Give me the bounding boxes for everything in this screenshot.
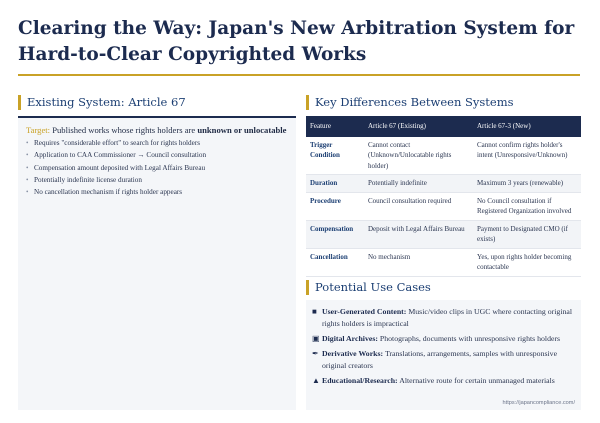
pen-icon: ✒ (312, 349, 319, 358)
column-header: Article 67 (Existing) (364, 116, 473, 137)
source-url: https://japancompliance.com/ (502, 400, 575, 406)
new-cell: Payment to Designated CMO (if exists) (473, 220, 581, 248)
use-case-label: User-Generated Content: (322, 307, 407, 316)
use-case-label: Derivative Works: (322, 349, 384, 358)
existing-system-card (18, 118, 296, 410)
graduation-cap-icon: ▲ (312, 376, 320, 385)
existing-system-heading: Existing System: Article 67 (18, 95, 296, 110)
use-cases-heading: Potential Use Cases (306, 280, 581, 295)
list-item: • Application to CAA Commissioner → Council consultation (26, 149, 288, 161)
table-row (306, 192, 581, 220)
list-item: • No cancellation mechanism if rights holder appears (26, 186, 288, 198)
table-row (306, 248, 581, 276)
existing-cell: Deposit with Legal Affairs Bureau (364, 220, 473, 248)
key-differences-table (306, 116, 581, 277)
feature-cell: Compensation (306, 220, 364, 248)
list-item: • Requires "considerable effort" to search for rights holders (26, 137, 288, 149)
column-header: Feature (306, 116, 364, 137)
list-item: • Potentially indefinite license duration (26, 174, 288, 186)
list-item (312, 348, 575, 372)
archive-icon: ▣ (312, 334, 320, 343)
use-case-text: Alternative route for certain unmanaged materials (397, 376, 555, 385)
list-item: • Compensation amount deposited with Legal Affairs Bureau (26, 162, 288, 174)
new-cell: Yes, upon rights holder becoming contactable (473, 248, 581, 276)
page-title: Clearing the Way: Japan's New Arbitration System for Hard-to-Clear Copyrighted Works (18, 18, 575, 65)
list-item (312, 306, 575, 330)
table-row (306, 137, 581, 175)
target-text-bold: unknown or unlocatable (197, 125, 287, 135)
title-divider (18, 74, 580, 76)
new-cell: Maximum 3 years (renewable) (473, 175, 581, 193)
video-icon: ■ (312, 307, 317, 316)
new-cell: Cannot confirm rights holder's intent (Unresponsive/Unknown) (473, 137, 581, 175)
feature-cell: Trigger Condition (306, 137, 364, 175)
use-case-text: Photographs, documents with unresponsive rights holders (377, 334, 561, 343)
new-cell: No Council consultation if Registered Organization involved (473, 192, 581, 220)
table-row (306, 175, 581, 193)
use-case-label: Digital Archives: (322, 334, 378, 343)
use-case-text: Music/video clips in UGC where contacting original rights holders is impractical (322, 307, 573, 328)
existing-system-list (26, 137, 288, 198)
existing-cell: Council consultation required (364, 192, 473, 220)
use-case-label: Educational/Research: (322, 376, 398, 385)
feature-cell: Duration (306, 175, 364, 193)
feature-cell: Cancellation (306, 248, 364, 276)
existing-cell: No mechanism (364, 248, 473, 276)
table-header-row (306, 116, 581, 137)
use-cases-card (306, 300, 581, 410)
key-differences-heading: Key Differences Between Systems (306, 95, 581, 110)
list-item (312, 375, 575, 387)
use-case-text: Translations, arrangements, samples with unresponsive original creators (322, 349, 558, 370)
feature-cell: Procedure (306, 192, 364, 220)
existing-cell: Cannot contact (Unknown/Unlocatable rights holder) (364, 137, 473, 175)
target-line (26, 125, 288, 136)
target-text: Published works whose rights holders are (52, 125, 198, 135)
table-row (306, 220, 581, 248)
existing-cell: Potentially indefinite (364, 175, 473, 193)
target-label: Target: (26, 125, 51, 135)
list-item (312, 333, 575, 345)
column-header: Article 67-3 (New) (473, 116, 581, 137)
